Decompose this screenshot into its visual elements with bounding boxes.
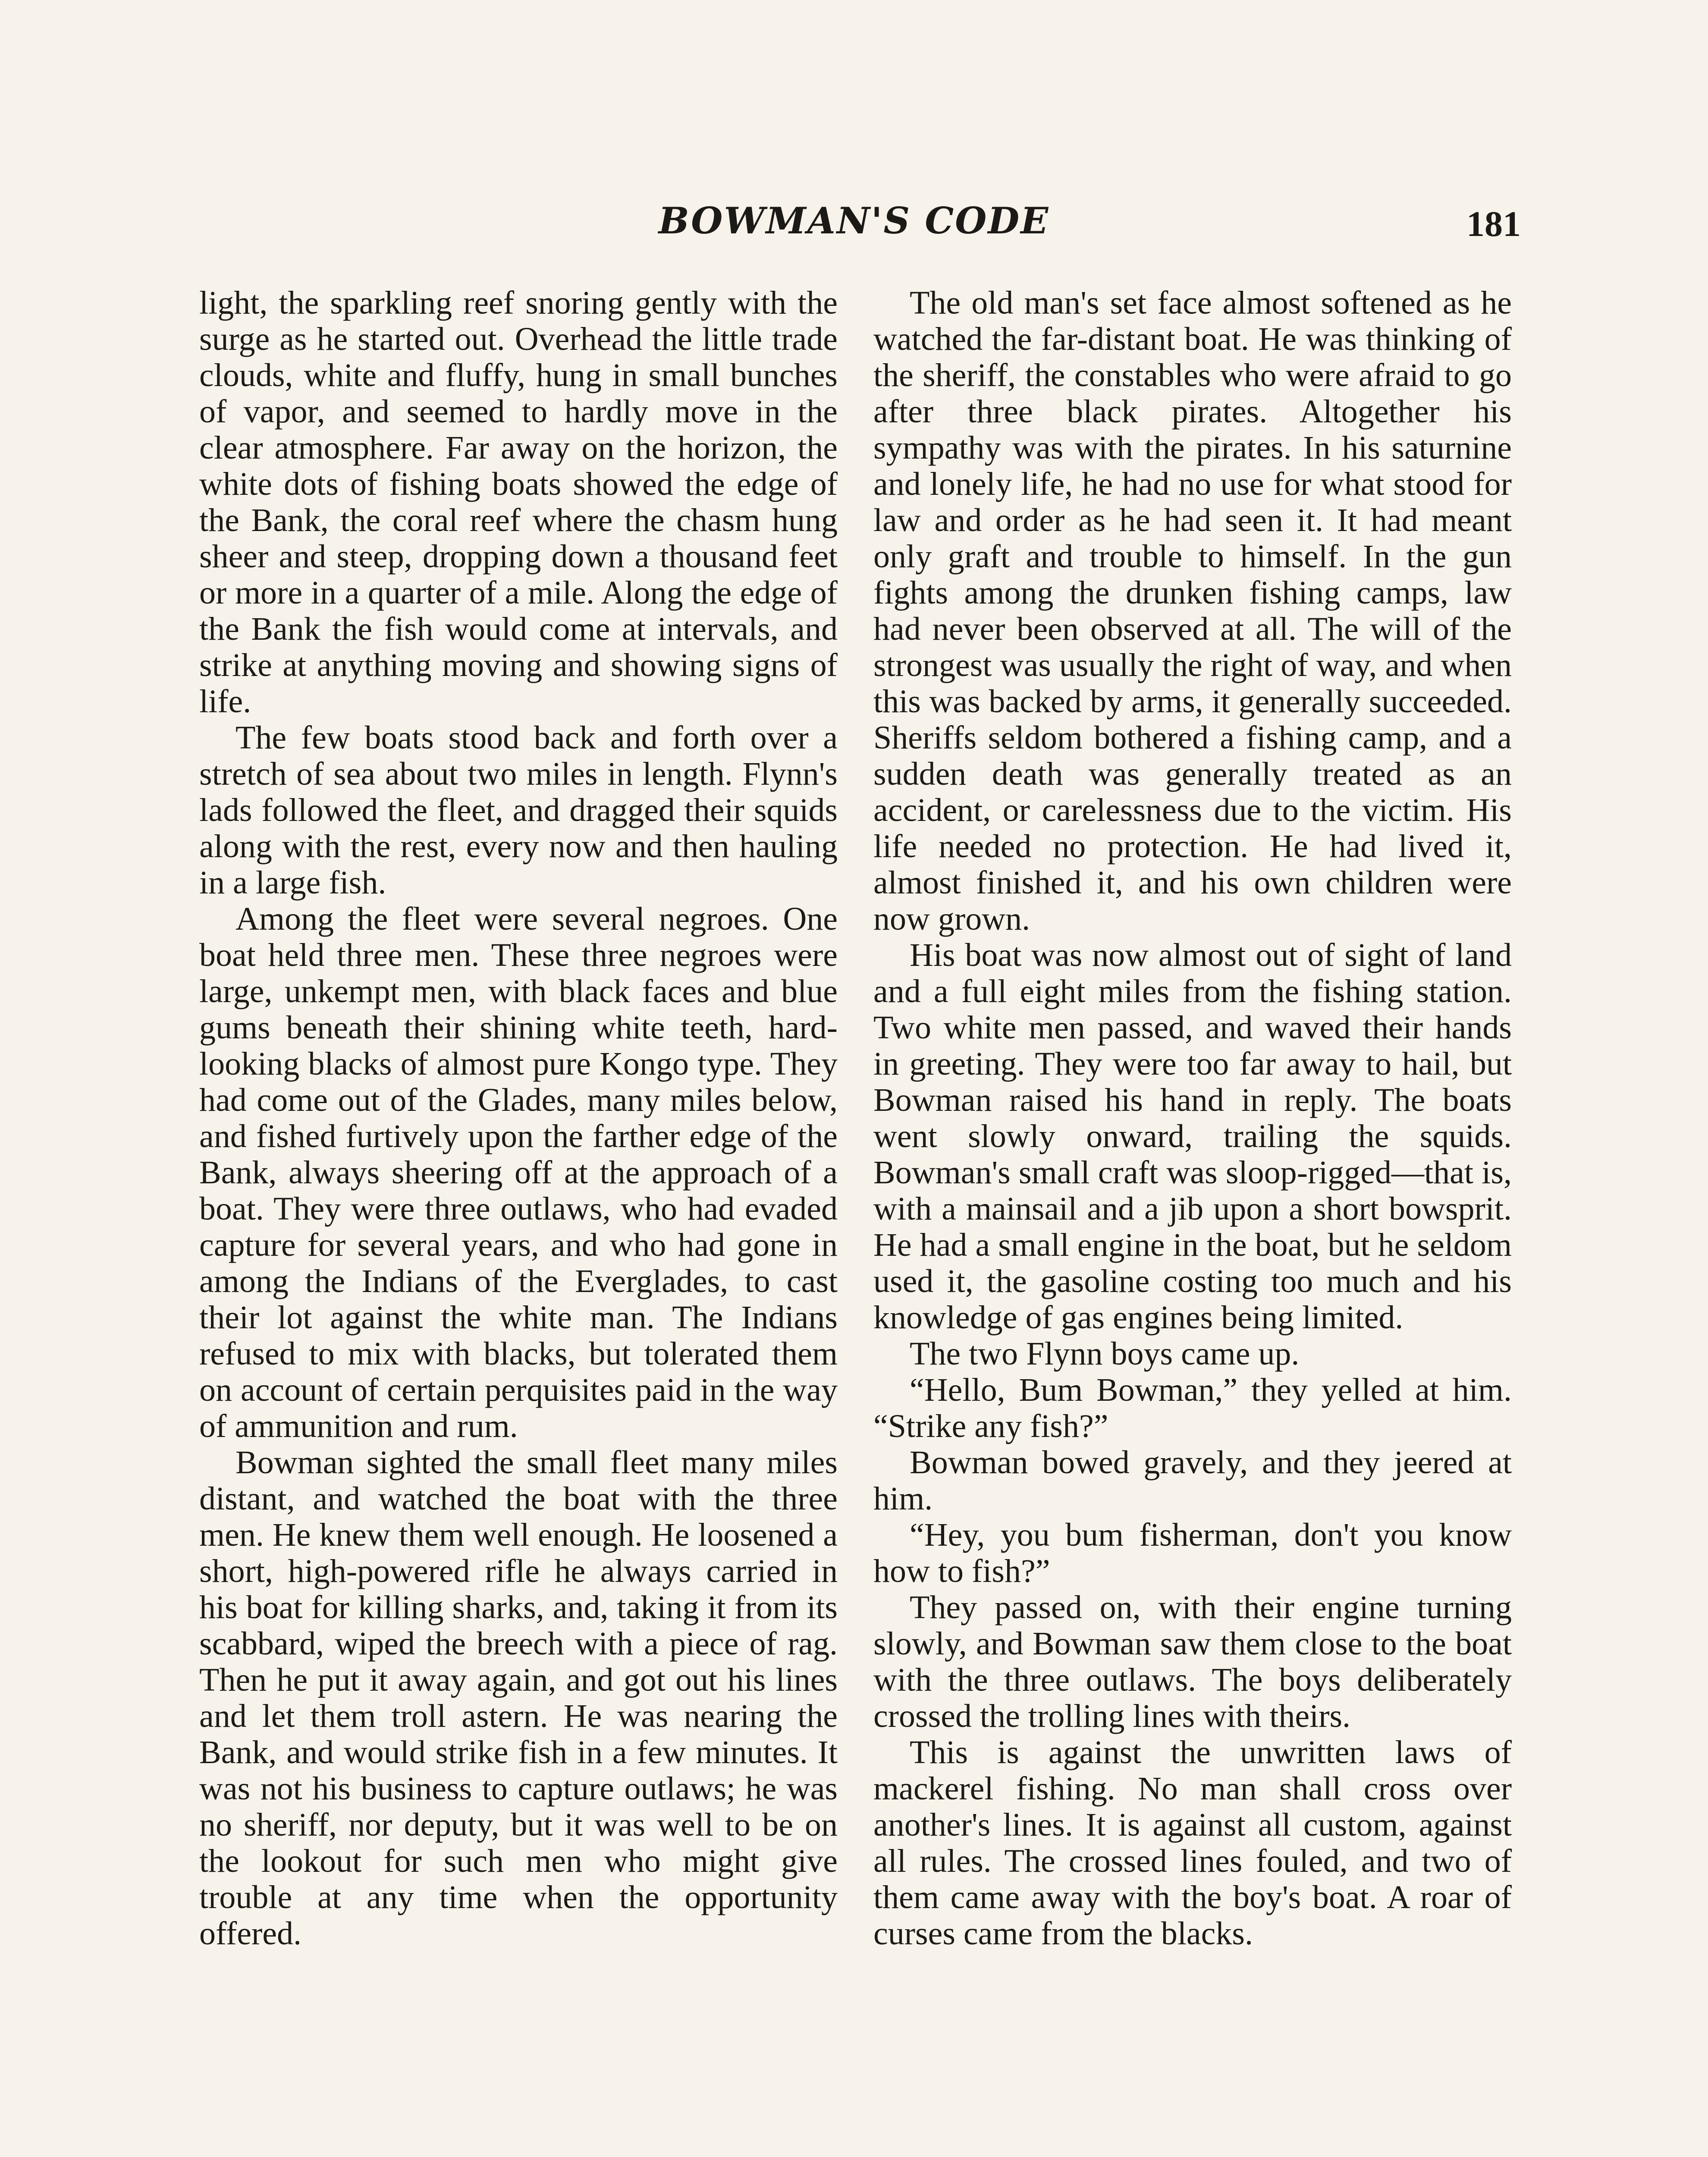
- paragraph: This is against the unwritten laws of mackerel fishing. No man shall cross over another's lines. It is against all custom, against all rules. The crossed lines fouled, and two of them came away with the boy's boat. A roar of curses came from the blacks.: [873, 1734, 1512, 1952]
- paragraph: Among the fleet were several negroes. One boat held three men. These three negroes were large, unkempt men, with black faces and blue gums beneath their shining white teeth, hard-looking blacks of almost pure Kongo type. They had come out of the Glades, many miles below, and fished furtively upon the farther edge of the Bank, always sheering off at the approach of a boat. They were three outlaws, who had evaded capture for several years, and who had gone in among the Indians of the Everglades, to cast their lot against the white man. The Indians refused to mix with blacks, but tolerated them on account of certain perquisites paid in the way of ammunition and rum.: [199, 901, 838, 1444]
- right-column: [873, 285, 1512, 1952]
- paragraph: “Hey, you bum fisherman, don't you know how to fish?”: [873, 1517, 1512, 1589]
- paragraph: Bowman sighted the small fleet many miles distant, and watched the boat with the three men. He knew them well enough. He loosened a short, high-powered rifle he always carried in his boat for killing sharks, and, taking it from its scabbard, wiped the breech with a piece of rag. Then he put it away again, and got out his lines and let them troll astern. He was nearing the Bank, and would strike fish in a few minutes. It was not his business to capture outlaws; he was no sheriff, nor deputy, but it was well to be on the lookout for such men who might give trouble at any time when the opportunity offered.: [199, 1444, 838, 1952]
- paragraph: light, the sparkling reef snoring gently with the surge as he started out. Overhead the little trade clouds, white and fluffy, hung in small bunches of vapor, and seemed to hardly move in the clear atmosphere. Far away on the horizon, the white dots of fishing boats showed the edge of the Bank, the coral reef where the chasm hung sheer and steep, dropping down a thousand feet or more in a quarter of a mile. Along the edge of the Bank the fish would come at intervals, and strike at anything moving and showing signs of life.: [199, 285, 838, 720]
- paragraph: The two Flynn boys came up.: [910, 1336, 1300, 1372]
- paragraph: The old man's set face almost softened as he watched the far-distant boat. He was thinking of the sheriff, the constables who were afraid to go after three black pirates. Altogether his sympathy was with the pirates. In his saturnine and lonely life, he had no use for what stood for law and order as he had seen it. It had meant only graft and trouble to himself. In the gun fights among the drunken fishing camps, law had never been observed at all. The will of the strongest was usually the right of way, and when this was backed by arms, it generally succeeded. Sheriffs seldom bothered a fishing camp, and a sudden death was generally treated as an accident, or carelessness due to the victim. His life needed no protection. He had lived it, almost finished it, and his own children were now grown.: [873, 285, 1512, 937]
- page-number: 181: [1466, 204, 1521, 244]
- paragraph: Bowman bowed gravely, and they jeered at him.: [873, 1444, 1512, 1517]
- left-column: [199, 285, 838, 1952]
- running-title: BOWMAN'S CODE: [658, 199, 1050, 242]
- paragraph: “Hello, Bum Bowman,” they yelled at him. “Strike any fish?”: [873, 1372, 1512, 1444]
- paragraph: The few boats stood back and forth over a stretch of sea about two miles in length. Flynn's lads followed the fleet, and dragged their squids along with the rest, every now and then hauling in a large fish.: [199, 720, 838, 901]
- paragraph: They passed on, with their engine turning slowly, and Bowman saw them close to the boat with the three outlaws. The boys deliberately crossed the trolling lines with theirs.: [873, 1589, 1512, 1734]
- paragraph: His boat was now almost out of sight of land and a full eight miles from the fishing station. Two white men passed, and waved their hands in greeting. They were too far away to hail, but Bowman raised his hand in reply. The boats went slowly onward, trailing the squids. Bowman's small craft was sloop-rigged—that is, with a mainsail and a jib upon a short bowsprit. He had a small engine in the boat, but he seldom used it, the gasoline costing too much and his knowledge of gas engines being limited.: [873, 937, 1512, 1336]
